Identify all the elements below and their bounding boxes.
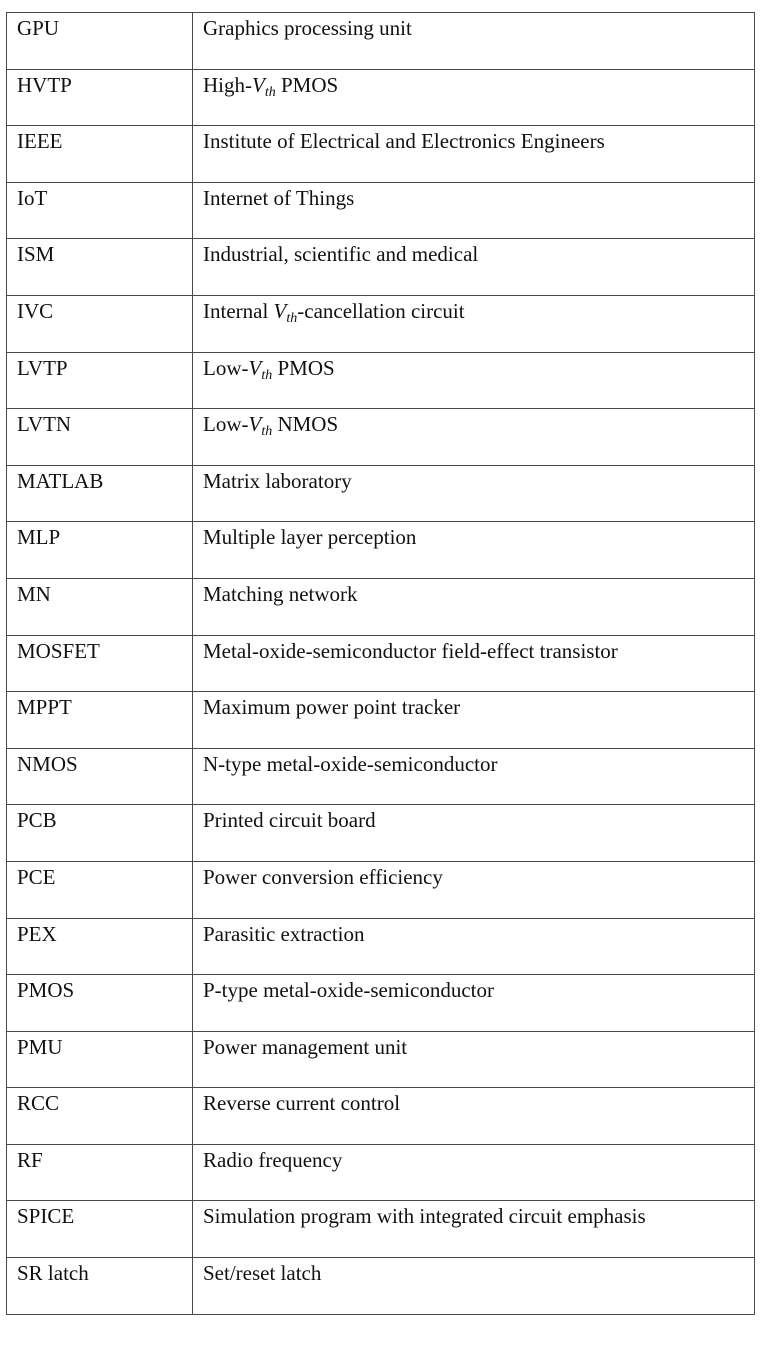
abbreviation-cell: ISM (7, 239, 193, 296)
table-row (7, 635, 755, 692)
abbreviation-cell: RF (7, 1144, 193, 1201)
definition-cell: Metal-oxide-semiconductor field-effect transistor (193, 635, 755, 692)
table-row (7, 748, 755, 805)
table-row (7, 295, 755, 352)
definition-cell: Institute of Electrical and Electronics Engineers (193, 126, 755, 183)
definition-cell: N-type metal-oxide-semiconductor (193, 748, 755, 805)
definition-cell: Graphics processing unit (193, 13, 755, 70)
definition-cell: Printed circuit board (193, 805, 755, 862)
abbreviation-cell: SR latch (7, 1258, 193, 1315)
table-row (7, 239, 755, 296)
abbreviation-cell: PCE (7, 861, 193, 918)
abbreviation-cell: MPPT (7, 692, 193, 749)
table-row (7, 975, 755, 1032)
table-row (7, 465, 755, 522)
table-row (7, 1201, 755, 1258)
table-row (7, 692, 755, 749)
table-row (7, 578, 755, 635)
definition-cell: Parasitic extraction (193, 918, 755, 975)
abbreviation-cell: HVTP (7, 69, 193, 126)
table-row (7, 1088, 755, 1145)
table-row (7, 126, 755, 183)
definition-cell: Multiple layer perception (193, 522, 755, 579)
definition-cell: Radio frequency (193, 1144, 755, 1201)
table-row (7, 13, 755, 70)
abbreviation-cell: IEEE (7, 126, 193, 183)
abbreviation-table (6, 12, 755, 1315)
definition-cell: Set/reset latch (193, 1258, 755, 1315)
table-row (7, 805, 755, 862)
abbreviation-cell: MLP (7, 522, 193, 579)
definition-cell: Simulation program with integrated circuit emphasis (193, 1201, 755, 1258)
table-row (7, 1031, 755, 1088)
definition-cell: Matrix laboratory (193, 465, 755, 522)
abbreviation-cell: LVTN (7, 409, 193, 466)
definition-cell: Matching network (193, 578, 755, 635)
definition-cell: Low-$V_{th}$ PMOS (193, 352, 755, 409)
abbreviation-cell: RCC (7, 1088, 193, 1145)
abbreviation-table-body (7, 13, 755, 1315)
definition-cell: Industrial, scientific and medical (193, 239, 755, 296)
table-row (7, 522, 755, 579)
abbreviation-cell: MOSFET (7, 635, 193, 692)
table-row (7, 409, 755, 466)
definition-cell: Maximum power point tracker (193, 692, 755, 749)
abbreviation-cell: PMOS (7, 975, 193, 1032)
definition-cell: Internet of Things (193, 182, 755, 239)
definition-cell: Low-$V_{th}$ NMOS (193, 409, 755, 466)
table-row (7, 1258, 755, 1315)
abbreviation-cell: MATLAB (7, 465, 193, 522)
abbreviation-cell: PCB (7, 805, 193, 862)
abbreviation-cell: IVC (7, 295, 193, 352)
definition-cell: Power management unit (193, 1031, 755, 1088)
definition-cell: Internal $V_{th}$-cancellation circuit (193, 295, 755, 352)
abbreviation-cell: PEX (7, 918, 193, 975)
table-row (7, 1144, 755, 1201)
table-row (7, 861, 755, 918)
table-row (7, 918, 755, 975)
abbreviation-cell: LVTP (7, 352, 193, 409)
definition-cell: Reverse current control (193, 1088, 755, 1145)
definition-cell: High-$V_{th}$ PMOS (193, 69, 755, 126)
abbreviation-cell: IoT (7, 182, 193, 239)
table-row (7, 352, 755, 409)
table-row (7, 69, 755, 126)
abbreviation-cell: MN (7, 578, 193, 635)
table-row (7, 182, 755, 239)
abbreviation-cell: SPICE (7, 1201, 193, 1258)
abbreviation-cell: GPU (7, 13, 193, 70)
definition-cell: Power conversion efficiency (193, 861, 755, 918)
abbreviation-cell: NMOS (7, 748, 193, 805)
definition-cell: P-type metal-oxide-semiconductor (193, 975, 755, 1032)
abbreviation-cell: PMU (7, 1031, 193, 1088)
